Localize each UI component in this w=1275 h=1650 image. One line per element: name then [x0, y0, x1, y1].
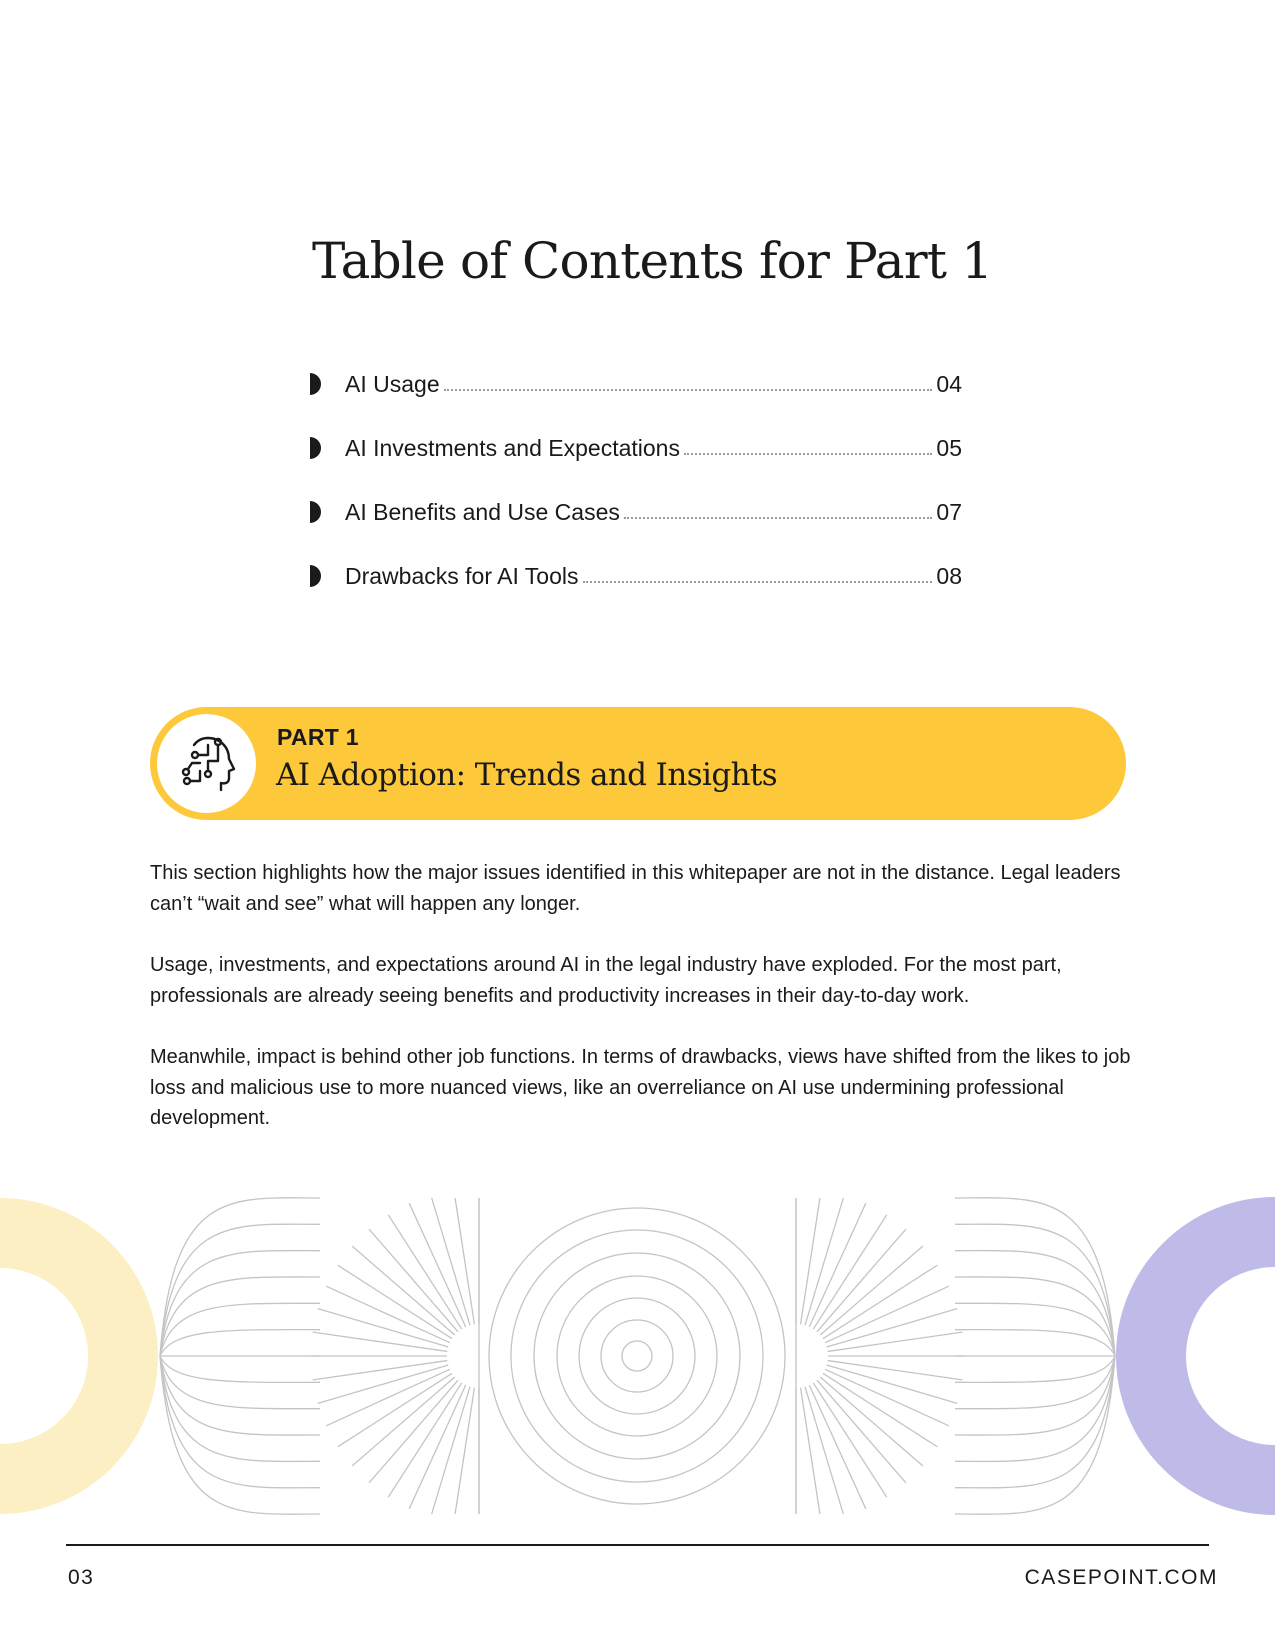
footer-divider — [66, 1544, 1209, 1546]
toc-item-ai-usage[interactable] — [310, 352, 962, 416]
toc-item-label: AI Usage — [345, 370, 440, 397]
toc-item-label: AI Investments and Expectations — [345, 434, 680, 461]
toc-item-page: 08 — [936, 562, 962, 589]
toc-item-drawbacks[interactable] — [310, 544, 962, 608]
page-number: 03 — [68, 1566, 95, 1589]
table-of-contents — [310, 352, 962, 608]
footer-site-link[interactable]: CASEPOINT.COM — [1024, 1566, 1218, 1589]
part-title: AI Adoption: Trends and Insights — [276, 757, 778, 793]
dotted-leader — [444, 389, 933, 391]
half-circle-bullet-icon — [310, 373, 321, 395]
toc-item-page: 05 — [936, 434, 962, 461]
dotted-leader — [624, 517, 933, 519]
half-circle-bullet-icon — [310, 565, 321, 587]
ai-head-circuit-icon — [178, 733, 236, 795]
toc-item-label: Drawbacks for AI Tools — [345, 562, 579, 589]
toc-item-ai-benefits[interactable] — [310, 480, 962, 544]
part-icon-badge — [157, 714, 256, 813]
dotted-leader — [583, 581, 933, 583]
toc-item-label: AI Benefits and Use Cases — [345, 498, 620, 525]
toc-item-page: 07 — [936, 498, 962, 525]
half-circle-bullet-icon — [310, 501, 321, 523]
decorative-line-art — [0, 1190, 1275, 1520]
page-title: Table of Contents for Part 1 — [312, 232, 993, 290]
intro-paragraph: Usage, investments, and expectations around AI in the legal industry have exploded. For the most part, professionals are already seeing benefits and productivity increases in their day-to-day work. — [150, 954, 1062, 1007]
dotted-leader — [684, 453, 932, 455]
half-circle-bullet-icon — [310, 437, 321, 459]
part-banner — [150, 707, 1126, 820]
toc-item-page: 04 — [936, 370, 962, 397]
intro-paragraph: Meanwhile, impact is behind other job functions. In terms of drawbacks, views have shifted from the likes to job loss and malicious use to more nuanced views, like an overreliance on AI use undermining professional development. — [150, 1046, 1131, 1129]
section-intro — [150, 858, 1135, 1165]
part-kicker: PART 1 — [277, 724, 359, 750]
toc-item-ai-investments[interactable] — [310, 416, 962, 480]
intro-paragraph: This section highlights how the major issues identified in this whitepaper are not in the distance. Legal leaders can’t “wait and see” what will happen any longer. — [150, 862, 1121, 915]
